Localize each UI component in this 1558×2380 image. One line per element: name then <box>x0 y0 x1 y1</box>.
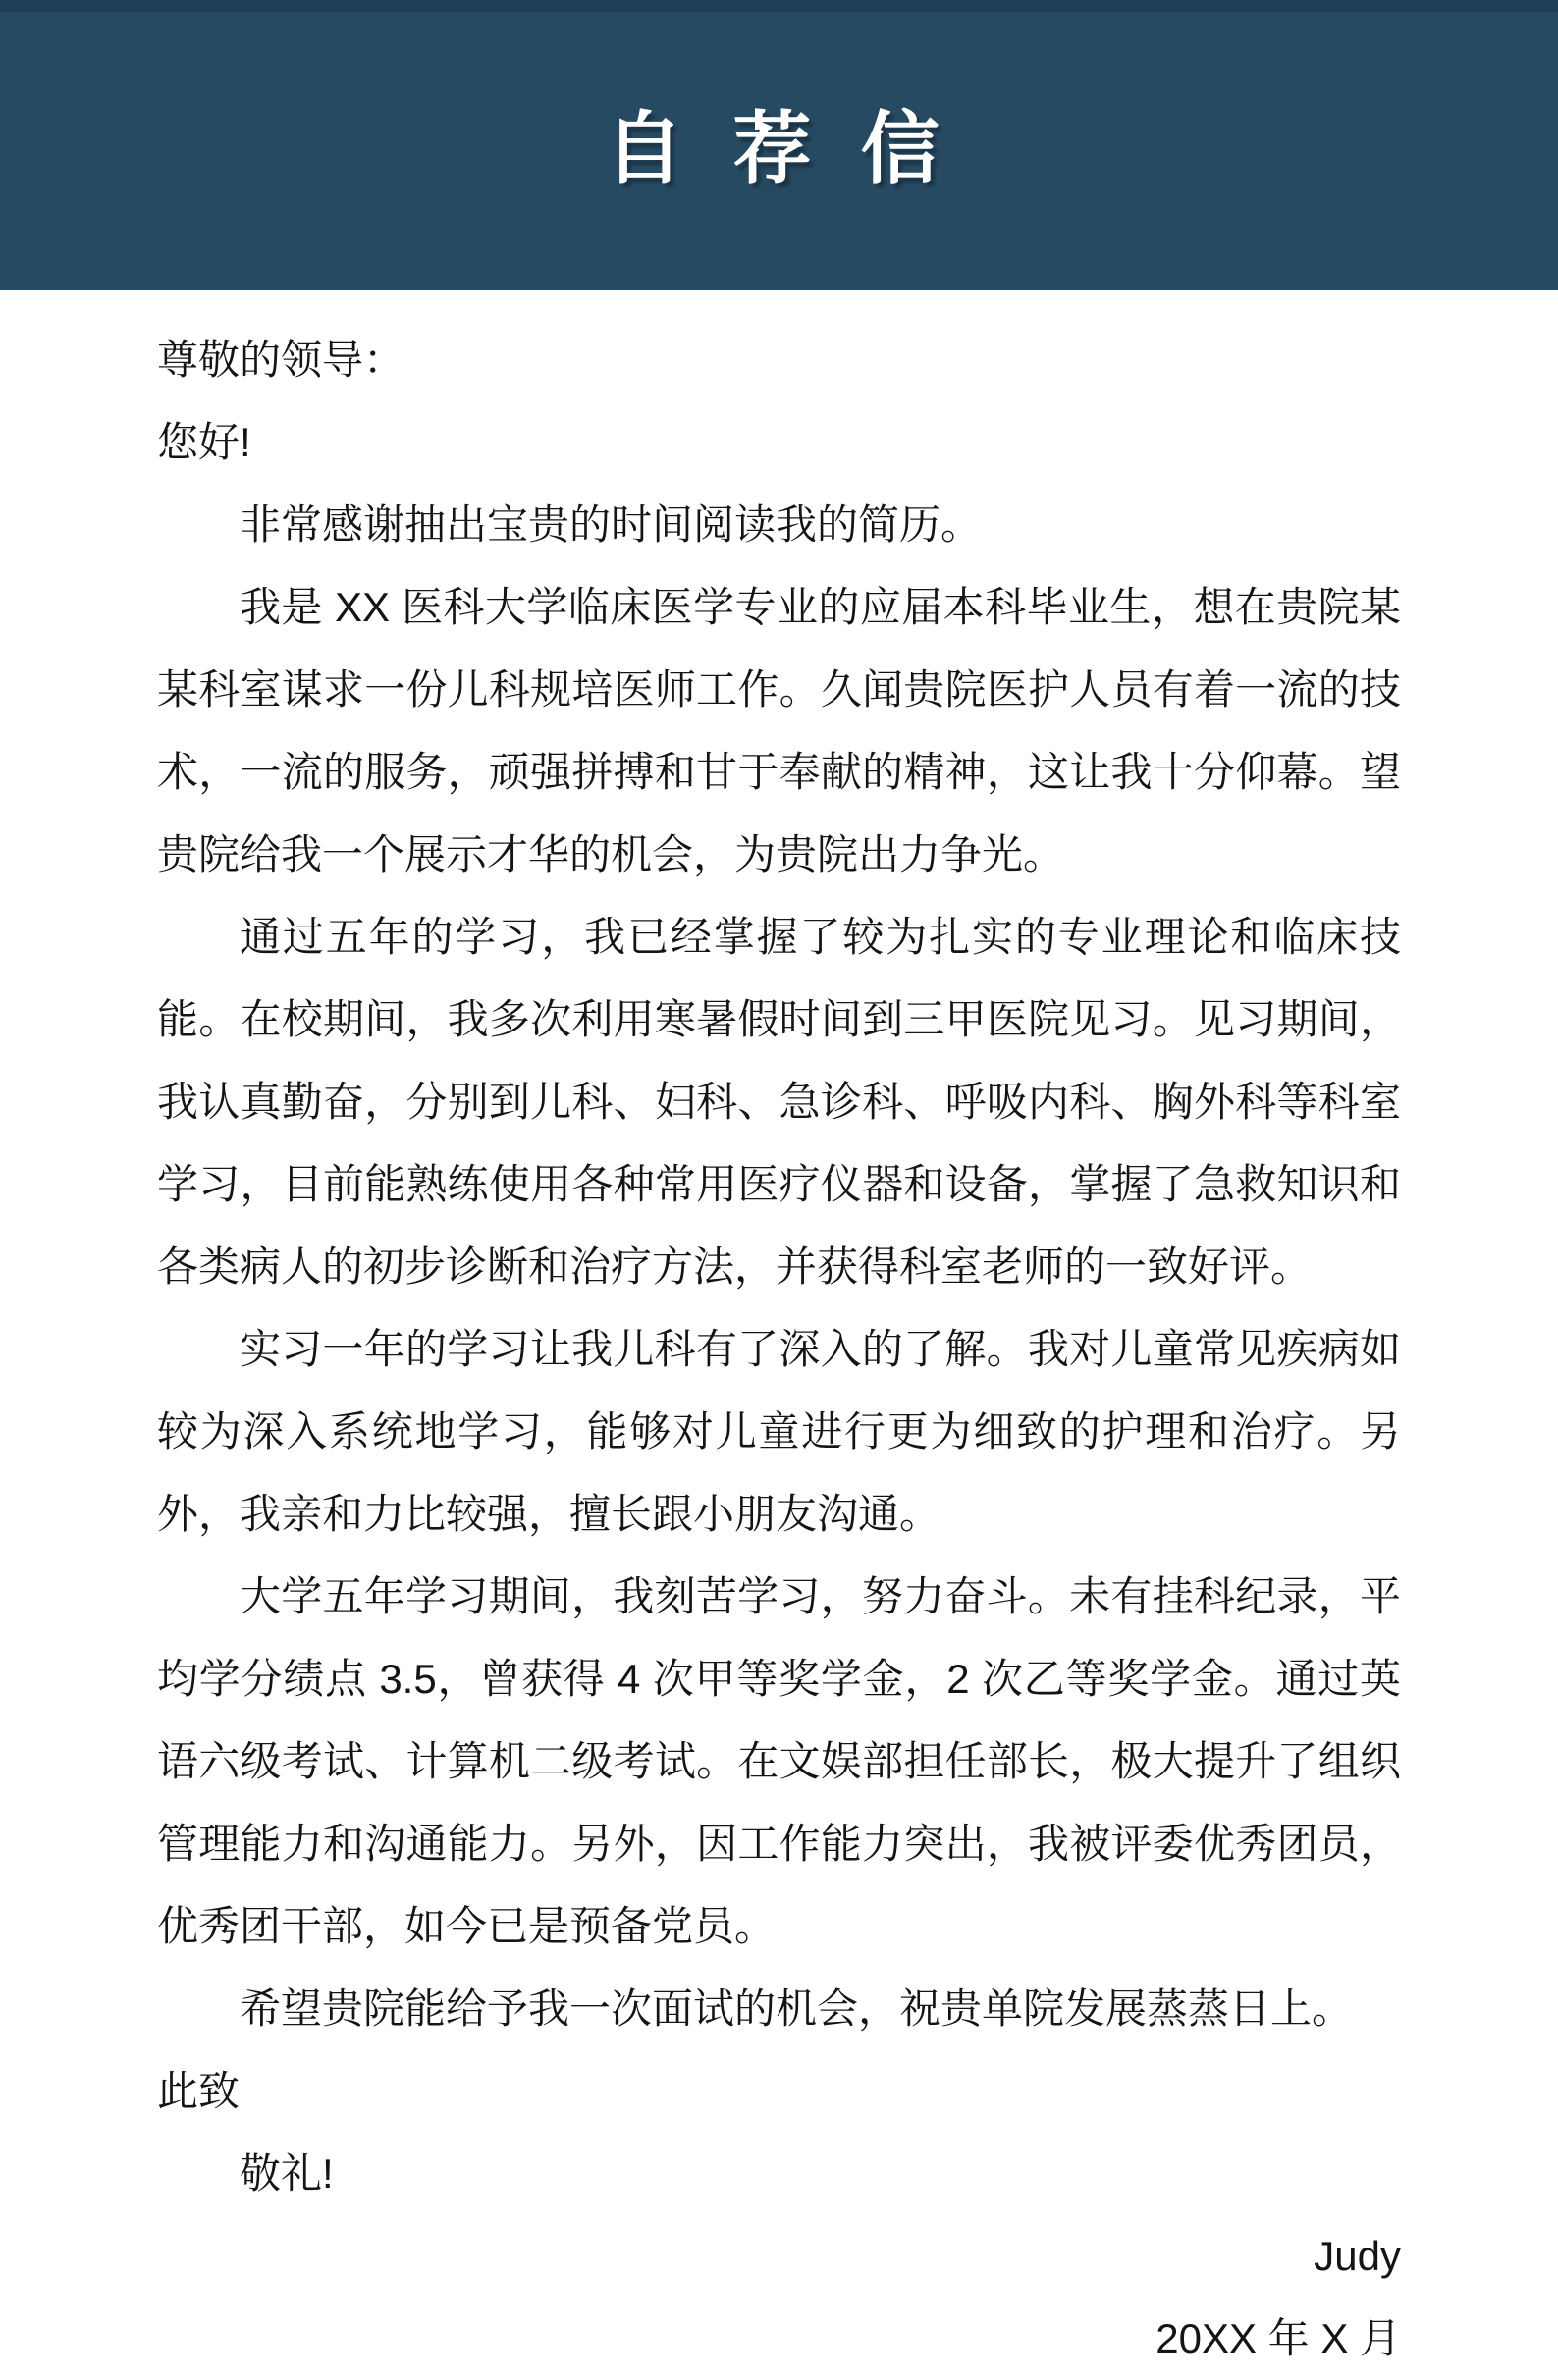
body-paragraph: 我是 XX 医科大学临床医学专业的应届本科毕业生，想在贵院某某科室谋求一份儿科规培医师工作。久闻贵院医护人员有着一流的技术，一流的服务，顽强拼搏和甘于奉献的精神，这让我十分仰幕。望贵院给我一个展示才华的机会，为贵院出力争光。 <box>157 584 1401 877</box>
signature-name: Judy <box>1314 2233 1401 2279</box>
letter-body <box>0 319 1558 2380</box>
header-banner <box>0 0 1558 290</box>
closing-line: 此致 <box>157 2068 241 2114</box>
salute-line: 敬礼! <box>240 2150 334 2196</box>
body-paragraph: 希望贵院能给予我一次面试的机会，祝贵单院发展蒸蒸日上。 <box>240 1985 1354 2032</box>
body-paragraph: 通过五年的学习，我已经掌握了较为扎实的专业理论和临床技能。在校期间，我多次利用寒暑假时间到三甲医院见习。见习期间，我认真勤奋，分别到儿科、妇科、急诊科、呼吸内科、胸外科等科室学习，目前能熟练使用各种常用医疗仪器和设备，掌握了急救知识和各类病人的初步诊断和治疗方法，并获得科室老师的一致好评。 <box>157 914 1401 1290</box>
body-paragraph: 实习一年的学习让我儿科有了深入的了解。我对儿童常见疾病如较为深入系统地学习，能够对儿童进行更为细致的护理和治疗。另外，我亲和力比较强，擅长跟小朋友沟通。 <box>157 1326 1401 1537</box>
page-title: 自 荐 信 <box>605 105 953 192</box>
greeting-line: 您好! <box>157 419 251 465</box>
salutation-line: 尊敬的领导： <box>157 337 405 383</box>
body-paragraph: 大学五年学习期间，我刻苦学习，努力奋斗。未有挂科纪录，平均学分绩点 3.5，曾获得 4 次甲等奖学金，2 次乙等奖学金。通过英语六级考试、计算机二级考试。在文娱部担任部长，极大提升了组织管理能力和沟通能力。另外，因工作能力突出，我被评委优秀团员，优秀团干部，如今已是预备党员。 <box>157 1573 1401 1949</box>
signature-date: 20XX 年 X 月 <box>1155 2315 1401 2361</box>
body-paragraph: 非常感谢抽出宝贵的时间阅读我的简历。 <box>240 502 983 548</box>
